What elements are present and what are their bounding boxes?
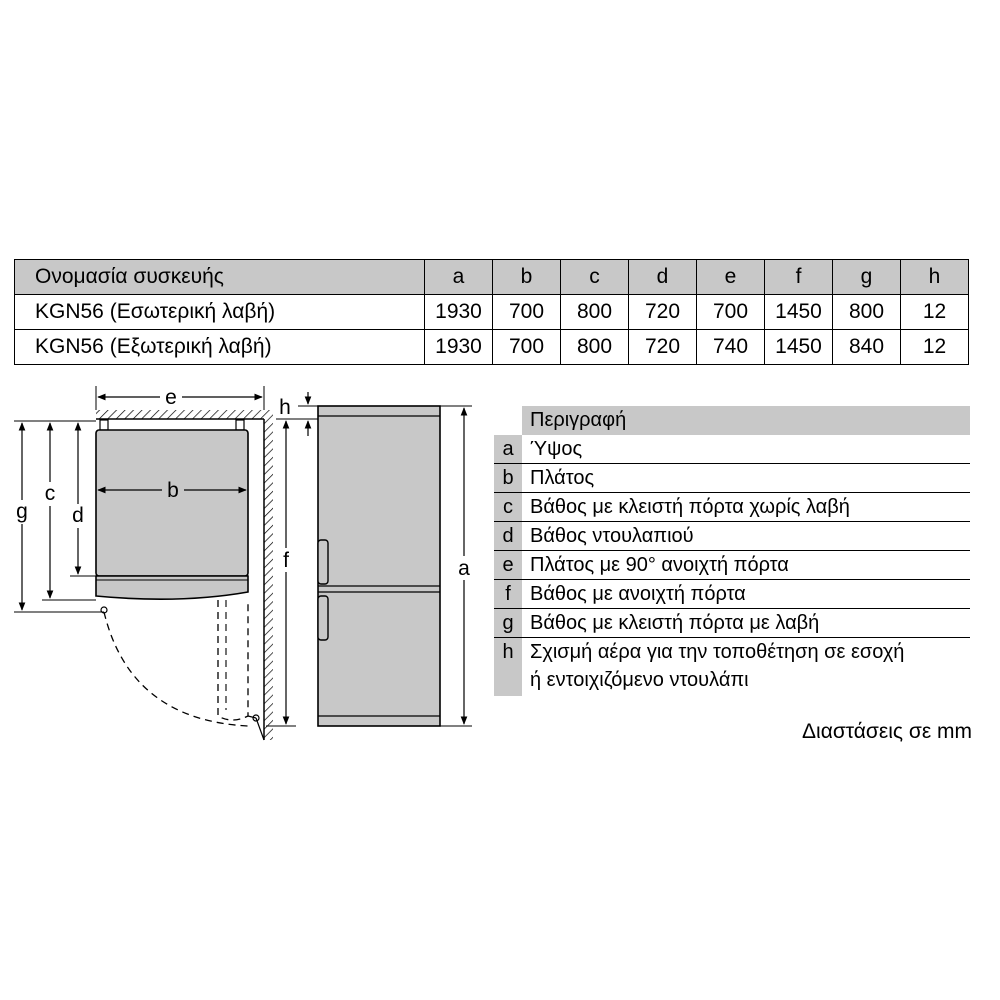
legend-item bbox=[494, 522, 970, 551]
legend-text: Βάθος με κλειστή πόρτα χωρίς λαβή bbox=[530, 496, 850, 518]
header-col-a: a bbox=[425, 260, 493, 295]
appliance-body-top bbox=[96, 430, 248, 576]
cell-d: 720 bbox=[629, 330, 697, 365]
cell-c: 800 bbox=[561, 330, 629, 365]
legend-key: d bbox=[494, 522, 522, 550]
cell-g: 840 bbox=[833, 330, 901, 365]
legend-key: h bbox=[494, 638, 522, 696]
cell-f: 1450 bbox=[765, 330, 833, 365]
cell-h: 12 bbox=[901, 295, 969, 330]
table-row bbox=[15, 330, 969, 365]
side-wall-hatch bbox=[264, 410, 273, 740]
header-col-d: d bbox=[629, 260, 697, 295]
cell-a: 1930 bbox=[425, 330, 493, 365]
open-door-outline bbox=[218, 600, 248, 720]
legend-key: c bbox=[494, 493, 522, 521]
closed-door bbox=[96, 576, 248, 599]
legend-key: a bbox=[494, 435, 522, 463]
legend-text: Πλάτος με 90° ανοιχτή πόρτα bbox=[530, 554, 789, 576]
dim-f-label: f bbox=[283, 549, 289, 572]
units-note: Διαστάσεις σε mm bbox=[802, 720, 973, 743]
legend-text: Βάθος με κλειστή πόρτα με λαβή bbox=[530, 612, 820, 634]
table-header-row bbox=[15, 260, 969, 295]
back-wall-hatch bbox=[96, 410, 264, 419]
upper-door-handle bbox=[318, 540, 328, 584]
legend-item bbox=[494, 493, 970, 522]
legend-key: f bbox=[494, 580, 522, 608]
dim-h-label: h bbox=[279, 396, 291, 419]
dim-g-label: g bbox=[16, 500, 28, 523]
legend-text-line-2: ή εντοιχιζόμενο ντουλάπι bbox=[530, 669, 749, 691]
legend-text bbox=[530, 638, 904, 694]
legend-text: Βάθος με ανοιχτή πόρτα bbox=[530, 583, 746, 605]
dim-d-label: d bbox=[72, 504, 84, 527]
cell-e: 700 bbox=[697, 295, 765, 330]
cell-b: 700 bbox=[493, 295, 561, 330]
spacer-right bbox=[236, 420, 244, 430]
header-col-e: e bbox=[697, 260, 765, 295]
dim-h bbox=[276, 392, 320, 436]
row-name: KGN56 (Εσωτερική λαβή) bbox=[15, 295, 425, 330]
cell-b: 700 bbox=[493, 330, 561, 365]
cell-h: 12 bbox=[901, 330, 969, 365]
legend-text-line-1: Σχισμή αέρα για την τοποθέτηση σε εσοχή bbox=[530, 641, 905, 663]
legend-header-label: Περιγραφή bbox=[530, 409, 627, 431]
legend-key: b bbox=[494, 464, 522, 492]
legend-item bbox=[494, 551, 970, 580]
legend-key: e bbox=[494, 551, 522, 579]
dim-a-label: a bbox=[458, 557, 470, 580]
legend-item bbox=[494, 435, 970, 464]
legend-item bbox=[494, 638, 970, 696]
wall-corner bbox=[256, 718, 264, 740]
dim-c-label: c bbox=[44, 482, 56, 505]
row-name: KGN56 (Εξωτερική λαβή) bbox=[15, 330, 425, 365]
cell-f: 1450 bbox=[765, 295, 833, 330]
header-col-g: g bbox=[833, 260, 901, 295]
front-view bbox=[318, 406, 474, 726]
header-col-h: h bbox=[901, 260, 969, 295]
cell-d: 720 bbox=[629, 295, 697, 330]
cell-c: 800 bbox=[561, 295, 629, 330]
header-col-c: c bbox=[561, 260, 629, 295]
top-view bbox=[12, 386, 273, 740]
installation-drawing bbox=[0, 380, 490, 750]
cell-a: 1930 bbox=[425, 295, 493, 330]
spacer-left bbox=[100, 420, 108, 430]
legend-text: Ύψος bbox=[530, 438, 583, 460]
header-col-b: b bbox=[493, 260, 561, 295]
lower-door-handle bbox=[318, 596, 328, 640]
cell-g: 800 bbox=[833, 295, 901, 330]
cell-e: 740 bbox=[697, 330, 765, 365]
legend-text: Βάθος ντουλαπιού bbox=[530, 525, 694, 547]
dim-e-label: e bbox=[165, 386, 177, 409]
legend-text: Πλάτος bbox=[530, 467, 595, 489]
legend-item bbox=[494, 464, 970, 493]
table-row bbox=[15, 295, 969, 330]
legend-item bbox=[494, 580, 970, 609]
appliance-front bbox=[318, 406, 440, 726]
header-col-f: f bbox=[765, 260, 833, 295]
legend-header bbox=[522, 406, 970, 435]
legend-key: g bbox=[494, 609, 522, 637]
legend-item bbox=[494, 609, 970, 638]
dim-b-label: b bbox=[167, 479, 179, 502]
dimension-table bbox=[14, 259, 969, 365]
header-appliance-name: Ονομασία συσκευής bbox=[15, 260, 425, 295]
